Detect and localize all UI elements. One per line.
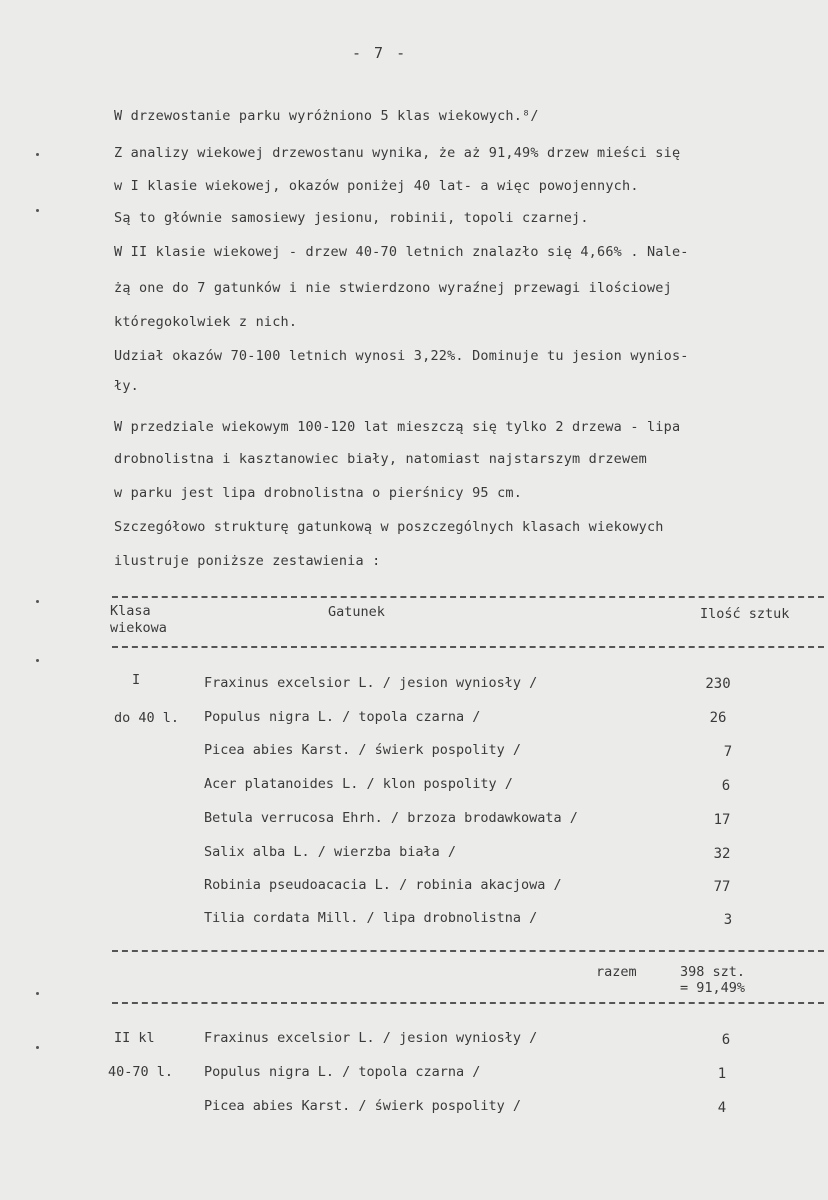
species-cell: Acer platanoides L. / klon pospolity / <box>204 776 513 792</box>
header-gatunek: Gatunek <box>328 604 385 620</box>
header-klasa: Klasa <box>110 603 151 619</box>
count-cell: 17 <box>713 812 731 828</box>
species-cell: Populus nigra L. / topola czarna / <box>204 1064 481 1080</box>
count-cell: 230 <box>705 676 731 692</box>
margin-dot <box>36 209 39 212</box>
species-cell: Salix alba L. / wierzba biała / <box>204 844 456 860</box>
header-ilosc: Ilość sztuk <box>700 606 790 622</box>
text-line: W przedziale wiekowym 100-120 lat mieszczą się tylko 2 drzewa - lipa <box>114 419 681 435</box>
text-line: W drzewostanie parku wyróżniono 5 klas wiekowych.⁸/ <box>114 108 539 124</box>
count-cell: 6 <box>721 778 731 794</box>
count-cell: 6 <box>721 1032 731 1048</box>
margin-dot <box>36 153 39 156</box>
count-cell: 3 <box>723 912 733 928</box>
count-cell: 32 <box>713 846 731 862</box>
header-wiekowa: wiekowa <box>110 620 167 636</box>
table-rule <box>112 596 824 598</box>
species-cell: Robinia pseudoacacia L. / robinia akacjowa / <box>204 877 562 893</box>
margin-dot <box>36 600 39 603</box>
text-line: ilustruje poniższe zestawienia : <box>114 553 381 569</box>
text-line: któregokolwiek z nich. <box>114 314 298 330</box>
text-line: w I klasie wiekowej, okazów poniżej 40 lat- a więc powojennych. <box>114 178 639 194</box>
text-line: Udział okazów 70-100 letnich wynosi 3,22%. Dominuje tu jesion wynios- <box>114 348 689 364</box>
species-cell: Fraxinus excelsior L. / jesion wyniosły / <box>204 675 538 691</box>
table-rule <box>112 646 824 648</box>
table-rule <box>112 950 824 952</box>
class-label: II kl <box>114 1030 155 1046</box>
count-cell: 77 <box>713 879 731 895</box>
count-cell: 1 <box>717 1066 727 1082</box>
species-cell: Picea abies Karst. / świerk pospolity / <box>204 1098 521 1114</box>
table-rule <box>112 1002 824 1004</box>
count-cell: 4 <box>717 1100 727 1116</box>
text-line: ły. <box>114 378 139 394</box>
species-cell: Tilia cordata Mill. / lipa drobnolistna / <box>204 910 538 926</box>
sum-value: 398 szt. <box>680 964 746 980</box>
text-line: żą one do 7 gatunków i nie stwierdzono wyraźnej przewagi ilościowej <box>114 280 672 296</box>
class-range: do 40 l. <box>114 710 180 726</box>
species-cell: Picea abies Karst. / świerk pospolity / <box>204 742 521 758</box>
margin-dot <box>36 659 39 662</box>
text-line: Są to głównie samosiewy jesionu, robinii, topoli czarnej. <box>114 210 589 226</box>
species-cell: Betula verrucosa Ehrh. / brzoza brodawkowata / <box>204 810 578 826</box>
margin-dot <box>36 992 39 995</box>
count-cell: 7 <box>723 744 733 760</box>
species-cell: Fraxinus excelsior L. / jesion wyniosły / <box>204 1030 538 1046</box>
count-cell: 26 <box>709 710 727 726</box>
text-line: w parku jest lipa drobnolistna o pierśnicy 95 cm. <box>114 485 523 501</box>
margin-dot <box>36 1046 39 1049</box>
class-label: I <box>132 672 141 688</box>
sum-percent: = 91,49% <box>680 980 746 996</box>
class-range: 40-70 l. <box>108 1064 174 1080</box>
page-number: - 7 - <box>352 44 408 62</box>
text-line: drobnolistna i kasztanowiec biały, natomiast najstarszym drzewem <box>114 451 647 467</box>
text-line: Z analizy wiekowej drzewostanu wynika, że aż 91,49% drzew mieści się <box>114 145 681 161</box>
species-cell: Populus nigra L. / topola czarna / <box>204 709 481 725</box>
text-line: W II klasie wiekowej - drzew 40-70 letnich znalazło się 4,66% . Nale- <box>114 244 689 260</box>
sum-label: razem <box>596 964 637 980</box>
text-line: Szczegółowo strukturę gatunkową w poszczególnych klasach wiekowych <box>114 519 664 535</box>
